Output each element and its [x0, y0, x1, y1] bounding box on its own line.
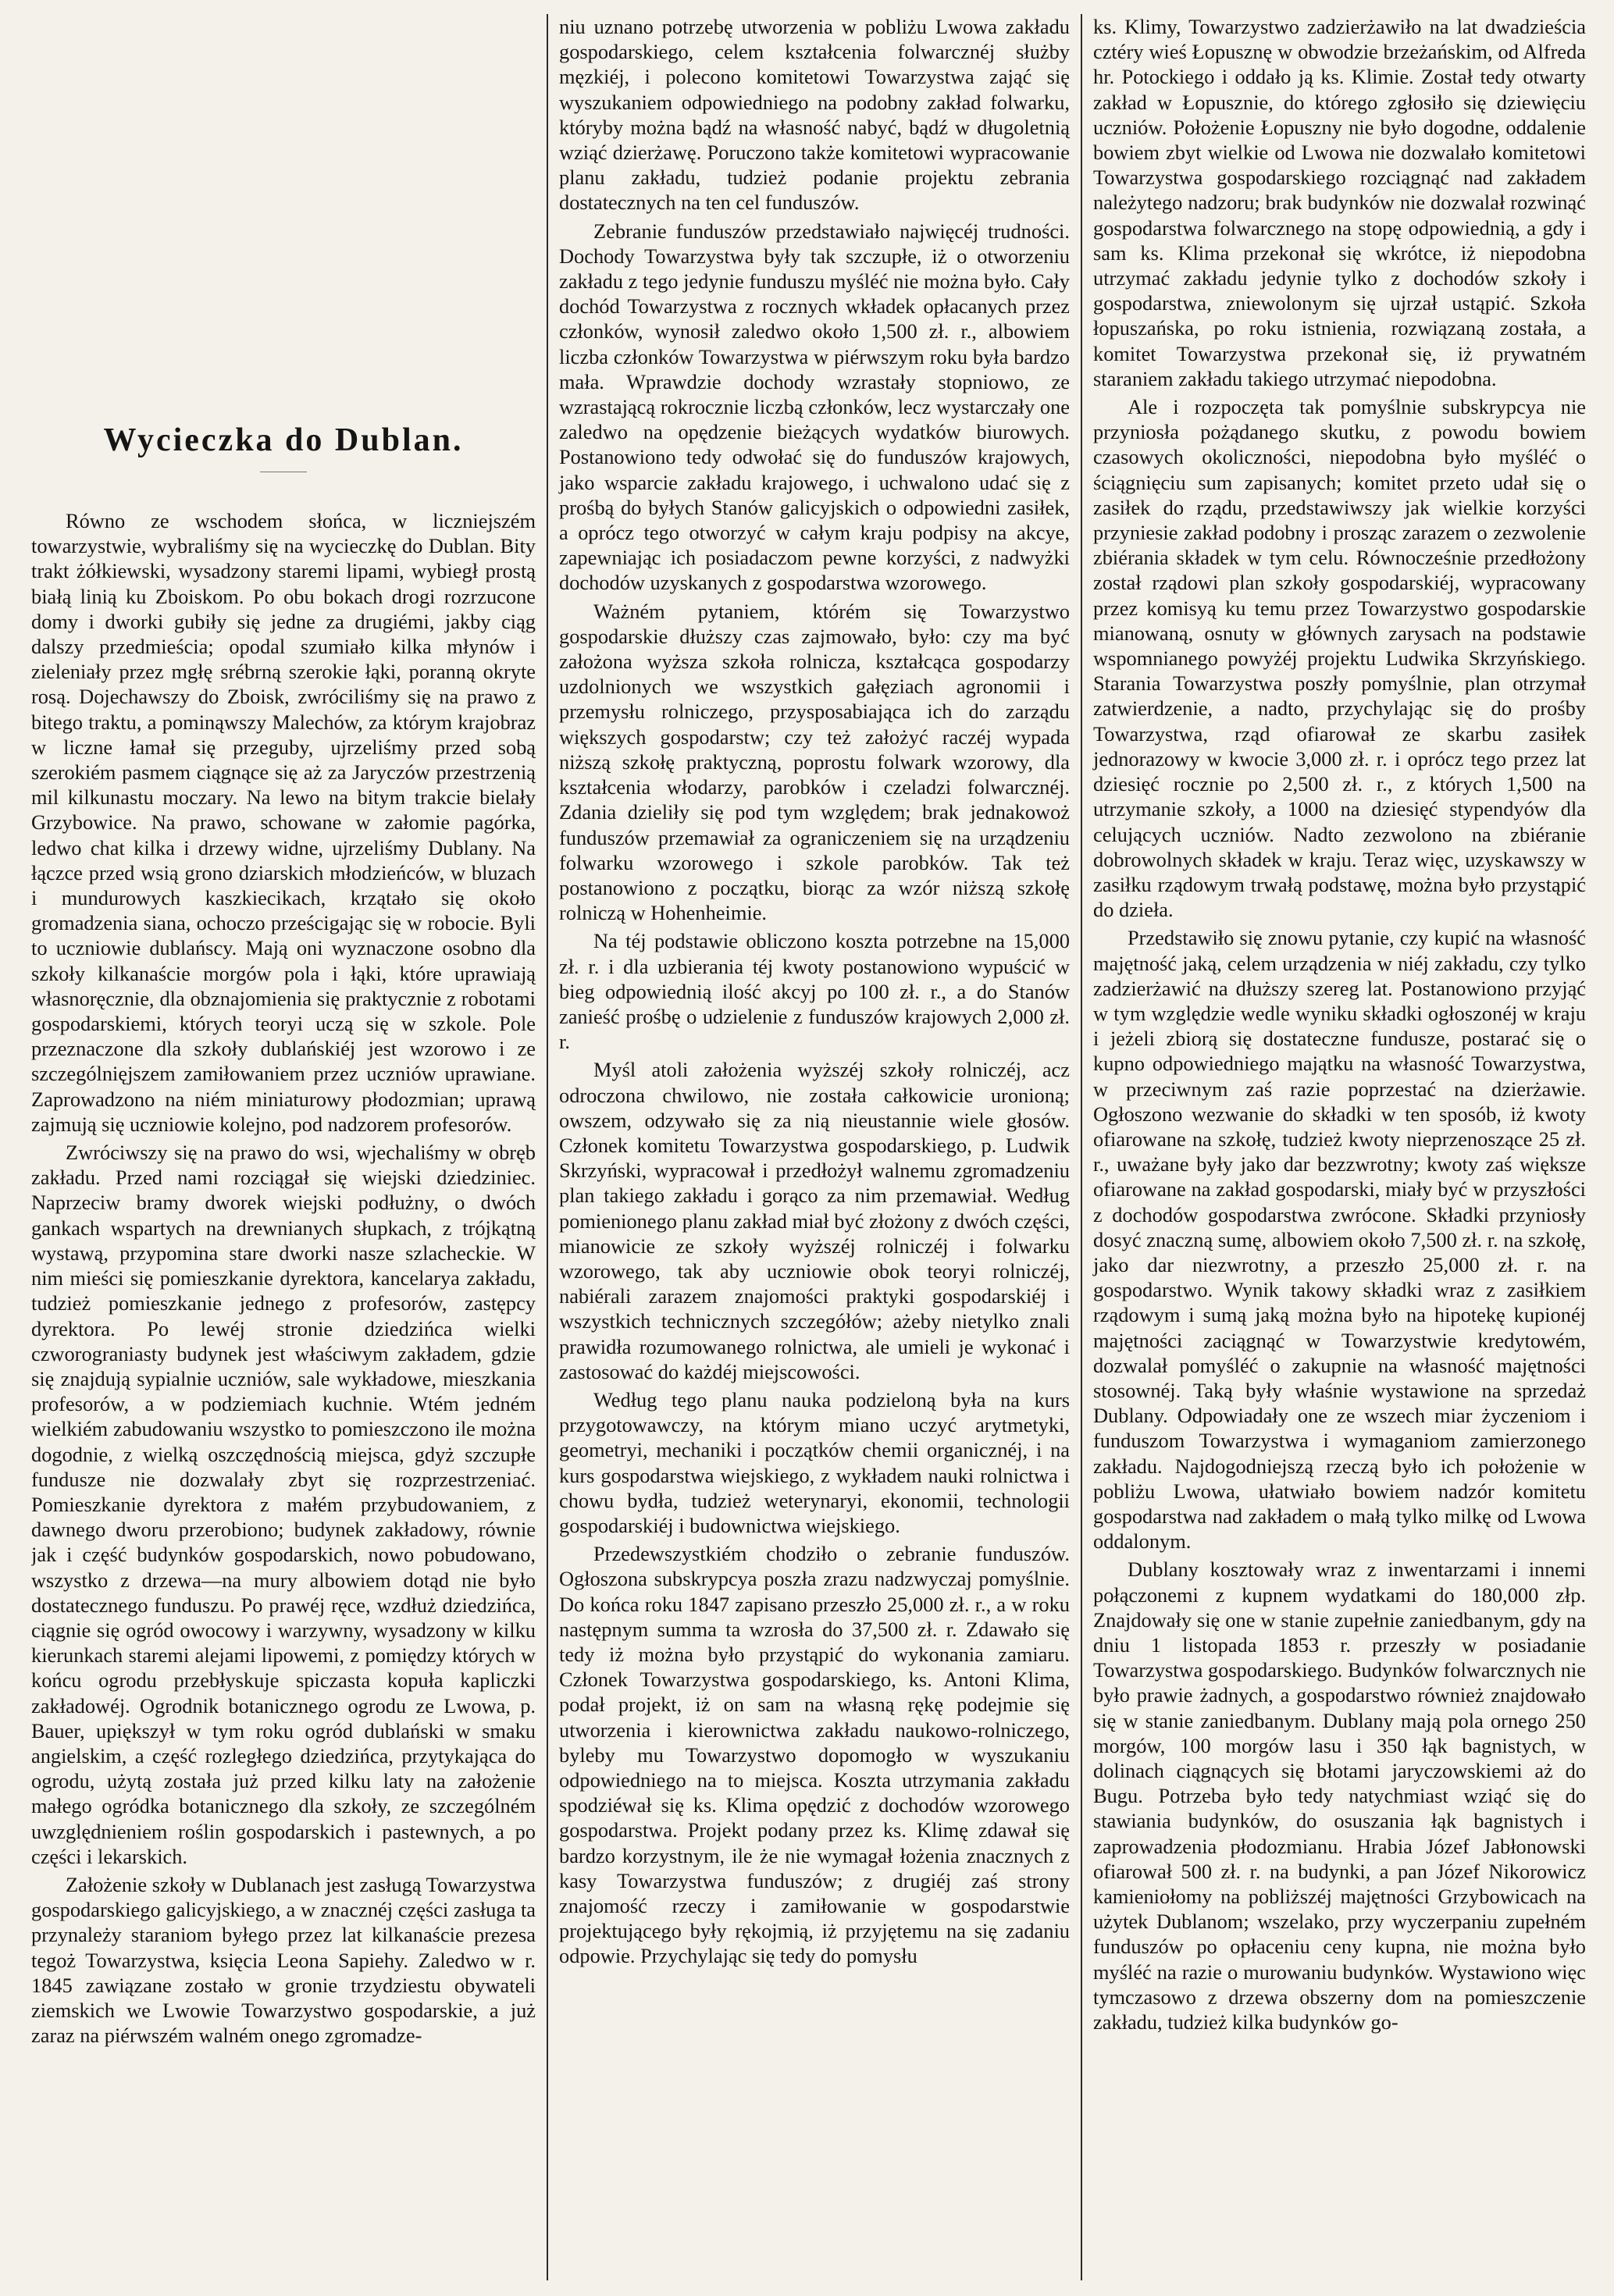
article-title: Wycieczka do Dublan.: [103, 422, 464, 458]
paragraph: Myśl atoli założenia wyższéj szkoły rolniczéj, acz odroczona chwilowo, nie została całkowicie uronioną; owszem, odzywało się za nią nieustannie wiele głosów. Członek komitetu Towarzystwa gospodarskiego, p. Ludwik Skrzyński, wypracował i przedłożył walnemu zgromadzeniu plan takiego zakładu i gorąco za nim przemawiał. Według pomienionego planu zakład miał być złożony z dwóch części, mianowicie ze szkoły wyższéj rolniczéj i folwarku wzorowego, tak aby uczniowie obok teoryi rolniczéj, nabiérali zarazem znajomości praktyki gospodarskiéj i wszystkich technicznych szczegółów; ażeby nietylko znali prawidła rozumowanego rolnictwa, ale umieli je wykonać i zastosować do każdéj miejscowości.: [559, 1058, 1070, 1383]
paragraph: Założenie szkoły w Dublanach jest zasługą Towarzystwa gospodarskiego galicyjskiego, a w znacznéj części zasługa ta przynależy staraniom byłego przez lat kilkanaście prezesa tegoż Towarzystwa, księcia Leona Sapiehy. Zaledwo w r. 1845 zawiązane zostało w gronie trzydziestu obywateli ziemskich we Lwowie Towarzystwo gospodarskie, a już zaraz na piérwszém walném onego zgromadze-: [31, 1872, 536, 2048]
paragraph: Przedstawiło się znowu pytanie, czy kupić na własność majętność jaką, celem urządzenia w niéj zakładu, czy tylko zadzierżawić na dłuższy szereg lat. Postanowiono przyjąć w tym względzie wedle wyniku składki ogłoszonéj w kraju i jeżeli zbiorą się dostateczne fundusze, postarać się o kupno odpowiedniego majątku na własność Towarzystwa, w przeciwnym zaś razie poprzestać na dzierżawie. Ogłoszono wezwanie do składki w ten sposób, iż kwoty ofiarowane na szkołę, tudzież kwoty nieprzenoszące 25 zł. r., uważane były jako dar bezzwrotny; kwoty zaś większe ofiarowane na zakład gospodarski, miały być w przyszłości z dochodów gospodarstwa zwrócone. Składki przyniosły dosyć znaczną sumę, albowiem około 7,500 zł. r. na szkołę, jako dar niezwrotny, a przeszło 25,000 zł. r. na gospodarstwo. Wynik takowy składki wraz z zasiłkiem rządowym i sumą jaką można było na hipotekę kupionéj majętności zaciągnąć w Towarzystwie kredytowém, dozwalał pomyśléć o zakupnie na własność majętności stosownéj. Taką były właśnie wystawione na sprzedaż Dublany. Odpowiadały one ze wszech miar życzeniom i funduszom Towarzystwa i wymaganiom zamierzonego zakładu. Najdogodniejszą rzeczą było ich położenie w pobliżu Lwowa, ułatwiało bowiem nadzór komitetu gospodarstwa nad zakładem o małą tylko milkę od Lwowa oddalonym.: [1093, 926, 1586, 1554]
paragraph: Równo ze wschodem słońca, w liczniejszém towarzystwie, wybraliśmy się na wycieczkę do Dublan. Bity trakt żółkiewski, wysadzony staremi lipami, wybiegł prostą białą linią ku Zboiskom. Po obu bokach drogi rozrzucone domy i dworki gubiły się jedne za drugiémi, jakby ciąg dalszy przedmieścia; opodal szumiało kilka młynów i zieleniały przez mgłę srébrną szerokie łąki, poranną okryte rosą. Dojechawszy do Zboisk, zwróciliśmy się na prawo z bitego traktu, a pominąwszy Malechów, za którym krajobraz w liczne łamał się przeguby, ujrzeliśmy przed sobą szerokiém pasmem ciągnące się aż za Jaryczów przestrzenią mil kilkunastu moczary. Na lewo na bitym trakcie bielały Grzybowice. Na prawo, schowane w załomie pagórka, ledwo chat kilka i drzewy widne, ujrzeliśmy Dublany. Na łączce przed wsią grono dziarskich młodzieńców, w bluzach i mundurowych kaszkiecikach, krzątało się około gromadzenia siana, ochoczo prześcigając się w robocie. Byli to uczniowie dublańscy. Mają oni wyznaczone osobno dla szkoły kilkanaście morgów pola i łąki, które uprawiają własnoręcznie, dla obznajomienia się praktycznie z robotami gospodarskiemi, których teoryi uczą się w szkole. Pole przeznaczone dla szkoły dublańskiéj jest wzorowo i ze szczególnięjszem zamiłowaniem przez uczniów uprawiane. Zaprowadzono na niém miniaturowy płodozmian; uprawą zajmują się uczniowie kolejno, pod nadzorem profesorów.: [31, 509, 536, 1136]
paragraph: Zebranie funduszów przedstawiało najwięcéj trudności. Dochody Towarzystwa były tak szczupłe, iż o otworzeniu zakładu z tego jedynie funduszu myśléć nie można było. Cały dochód Towarzystwa z rocznych wkładek opłacanych przez członków, wynosił zaledwo około 1,500 zł. r., albowiem liczba członków Towarzystwa w piérwszym roku była bardzo mała. Wprawdzie dochody wzrastały stopniowo, ze wzrastającą rokrocznie liczbą członków, lecz wystarczały one zaledwo na opędzenie bieżących wydatków biurowych. Postanowiono tedy odwołać się do funduszów krajowych, jako wsparcie zakładu krajowego, i uchwalono udać się z prośbą do byłych Stanów galicyjskich o odpowiedni zasiłek, a oprócz tego otworzyć w całym kraju podpisy na akcye, zapewniając ich posiadaczom pewne korzyści, z nadwyżki dochodów uzyskanych z gospodarstwa wzorowego.: [559, 219, 1070, 595]
paragraph: niu uznano potrzebę utworzenia w pobliżu Lwowa zakładu gospodarskiego, celem kształcenia folwarcznéj służby męzkiéj, i polecono komitetowi Towarzystwa zająć się wyszukaniem odpowiedniego na podobny zakład folwarku, któryby można bądź na własność nabyć, bądź w długoletnią wziąć dzierżawę. Poruczono także komitetowi wypracowanie planu zakładu, tudzież podanie projektu zebrania dostatecznych na ten cel funduszów.: [559, 15, 1070, 215]
paragraph: Na téj podstawie obliczono koszta potrzebne na 15,000 zł. r. i dla uzbierania téj kwoty postanowiono wypuścić w bieg odpowiednią ilość akcyj po 100 zł. r., a do Stanów zanieść prośbę o udzielenie z funduszów krajowych 2,000 zł. r.: [559, 929, 1070, 1054]
column-2: [547, 14, 1081, 2280]
paragraph: Ważném pytaniem, którém się Towarzystwo gospodarskie dłuższy czas zajmowało, było: czy ma być założona wyższa szkoła rolnicza, kształcąca gospodarzy uzdolnionych we wszystkich gałęziach agronomii i przemysłu rolniczego, przysposabiająca ich do zarządu większych gospodarstw; czy też założyć raczéj wypada niższą szkołę praktyczną, poprostu folwark wzorowy, dla kształcenia włodarzy, parobków i czeladzi folwarcznéj. Zdania dzieliły się pod tym względem; brak jednakowoż funduszów przemawiał za ograniczeniem się na urządzeniu folwarku wzorowego i szkole parobków. Tak też postanowiono z początku, biorąc za wzór niższą szkołę rolniczą w Hohenheimie.: [559, 599, 1070, 925]
column-3: [1081, 14, 1586, 2280]
paragraph: Zwróciwszy się na prawo do wsi, wjechaliśmy w obręb zakładu. Przed nami rozciągał się wiejski dziedziniec. Naprzeciw bramy dworek wiejski podłużny, o dwóch gankach wspartych na drewnianych słupkach, z trójkątną wystawą, przypomina stare dworki nasze szlacheckie. W nim mieści się pomieszkanie dyrektora, kancelarya zakładu, tudzież pomieszkanie jednego z profesorów, zastępcy dyrektora. Po lewéj stronie dziedzińca wielki czworograniasty budynek jest właściwym zakładem, gdzie się znajdują sypialnie uczniów, sale wykładowe, mieszkania profesorów, a w podziemiach kuchnie. Wtém jedném wielkiém zabudowaniu wszystko to pomieszczono ile można dogodnie, z wielką oszczędnością miejsca, gdyż szczupłe fundusze nie dozwalały zbyt się rozprzestrzeniać. Pomieszkanie dyrektora z małém przybudowaniem, z dawnego dworu przerobiono; budynek zakładowy, równie jak i część budynków gospodarskich, nowo pobudowano, wszystko z drzewa—na mury albowiem dotąd nie było dostatecznego funduszu. Po prawéj ręce, wzdłuż dziedzińca, ciągnie się ogród owocowy i warzywny, wysadzony w kilku kierunkach staremi alejami lipowemi, z pomiędzy których w końcu ogrodu przebłyskuje spiczasta kopuła kapliczki zakładowéj. Ogrodnik botanicznego ogrodu ze Lwowa, p. Bauer, upiększył w tym roku ogród dublański w smaku angielskim, a część rozległego dziedzińca, przytykająca do ogrodu, użytą została już przed kilku laty na założenie małego ogródka botanicznego dla szkoły, ze szczególném uwzględnieniem roślin gospodarskich i pastewnych, a po części i lekarskich.: [31, 1141, 536, 1868]
paragraph: Według tego planu nauka podzieloną była na kurs przygotowawczy, na którym miano uczyć arytmetyki, geometryi, mechaniki i początków chemii organicznéj, i na kurs gospodarstwa wiejskiego, z wykładem nauki rolnictwa i chowu bydła, tudzież weterynaryi, ekonomii, technologii gospodarskiéj i budownictwa wiejskiego.: [559, 1387, 1070, 1537]
column-1: [31, 14, 547, 2280]
paragraph: Dublany kosztowały wraz z inwentarzami i innemi połączonemi z kupnem wydatkami do 180,000 złp. Znajdowały się one w stanie zupełnie zaniedbanym, gdy na dniu 1 listopada 1853 r. przeszły w posiadanie Towarzystwa gospodarskiego. Budynków folwarcznych nie było prawie żadnych, a gospodarstwo również znajdowało się w stanie zaniedbanym. Dublany mają pola ornego 250 morgów, 100 morgów lasu i 350 łąk bagnistych, w dolinach ciągnących się błotami jaryczowskiemi aż do Bugu. Potrzeba było tedy natychmiast wziąć się do stawiania budynków, do osuszania łąk bagnistych i zaprowadzenia płodozmianu. Hrabia Józef Jabłonowski ofiarował 500 zł. r. na budynki, a pan Józef Nikorowicz kamieniołomy na pobliższéj majętności Grzybowicach na użytek Dublanom; wszelako, przy wyczerpaniu zupełném funduszów po opłaceniu ceny kupna, nie można było myśléć na razie o murowaniu budynków. Wystawiono więc tymczasowo z drzewa obszerny dom na pomieszczenie zakładu, tudzież kilka budynków go-: [1093, 1557, 1586, 2034]
paragraph: ks. Klimy, Towarzystwo zadzierżawiło na lat dwadzieścia cztéry wieś Łopusznę w obwodzie brzeżańskim, od Alfreda hr. Potockiego i oddało ją ks. Klimie. Został tedy otwarty zakład w Łopusznie, do którego zgłosiło się dziewięciu uczniów. Położenie Łopuszny nie było dogodne, oddalenie bowiem zbyt wielkie od Lwowa nie dozwalało komitetowi Towarzystwa gospodarskiego rozciągnąć nad zakładem należytego nadzoru; brak budynków nie dozwalał rozwinąć gospodarstwa folwarcznego na stopę odpowiednią, a gdy i sam ks. Klima przekonał się wkrótce, iż niepodobna utrzymać zakładu jedynie tylko z dochodów szkoły i gospodarstwa, zniewolonym się ujrzał ustąpić. Szkoła łopuszańska, po roku istnienia, rozwiązaną została, a komitet Towarzystwa przekonał się, iż prywatném staraniem zakładu takiego utrzymać niepodobna.: [1093, 15, 1586, 390]
paragraph: Przedewszystkiém chodziło o zebranie funduszów. Ogłoszona subskrypcya poszła zrazu nadzwyczaj pomyślnie. Do końca roku 1847 zapisano przeszło 25,000 zł. r., a w roku następnym summa ta wzrosła do 37,500 zł. r. Zdawało się tedy iż można było przystąpić do wykonania zamiaru. Członek Towarzystwa gospodarskiego, ks. Antoni Klima, podał projekt, iż on sam na własną rękę podejmie się utworzenia i kierownictwa zakładu naukowo-rolniczego, byleby mu Towarzystwo dopomogło w wyszukaniu odpowiedniego na to miejsca. Koszta utrzymania zakładu spodziéwał się ks. Klima opędzić z dochodów wzorowego gospodarstwa. Projekt podany przez ks. Klimę zdawał się bardzo korzystnym, ile że nie wymagał łożenia znacznych z kasy Towarzystwa funduszów; z drugiéj zaś strony znajomość rzeczy i zamiłowanie w gospodarstwie projektującego były rękojmią, iż przyjętemu na się zadaniu odpowie. Przychylając się tedy do pomysłu: [559, 1542, 1070, 1968]
paragraph: Ale i rozpoczęta tak pomyślnie subskrypcya nie przyniosła pożądanego skutku, z powodu bowiem czasowych okoliczności, niepodobna było myśléć o ściągnięciu sum zapisanych; komitet przeto udał się o zasiłek do rządu, przedstawiwszy jak wielkie korzyści przyniesie zakład podobny i prosząc zarazem o zezwolenie zbiérania składek w tym celu. Równocześnie przedłożony został rządowi plan szkoły gospodarskiéj, wypracowany przez komisyą ku temu przez Towarzystwo gospodarskie mianowaną, osnuty w głównych zarysach na podstawie wspomnianego powyżéj projektu Ludwika Skrzyńskiego. Starania Towarzystwa poszły pomyślnie, plan otrzymał zatwierdzenie, a nadto, przychylając się do prośby Towarzystwa, rząd ofiarował ze skarbu zasiłek jednorazowy w kwocie 3,000 zł. r. i oprócz tego przez lat dziesięć rocznie po 2,500 zł. r., z których 1,500 na utrzymanie szkoły, a 1000 na dziesięć stypendyów dla celujących uczniów. Nadto zezwolono na zbiéranie dobrowolnych składek w kraju. Teraz więc, uzyskawszy w zasiłku rządowym trwałą podstawę, można było przystąpić do dzieła.: [1093, 395, 1586, 922]
